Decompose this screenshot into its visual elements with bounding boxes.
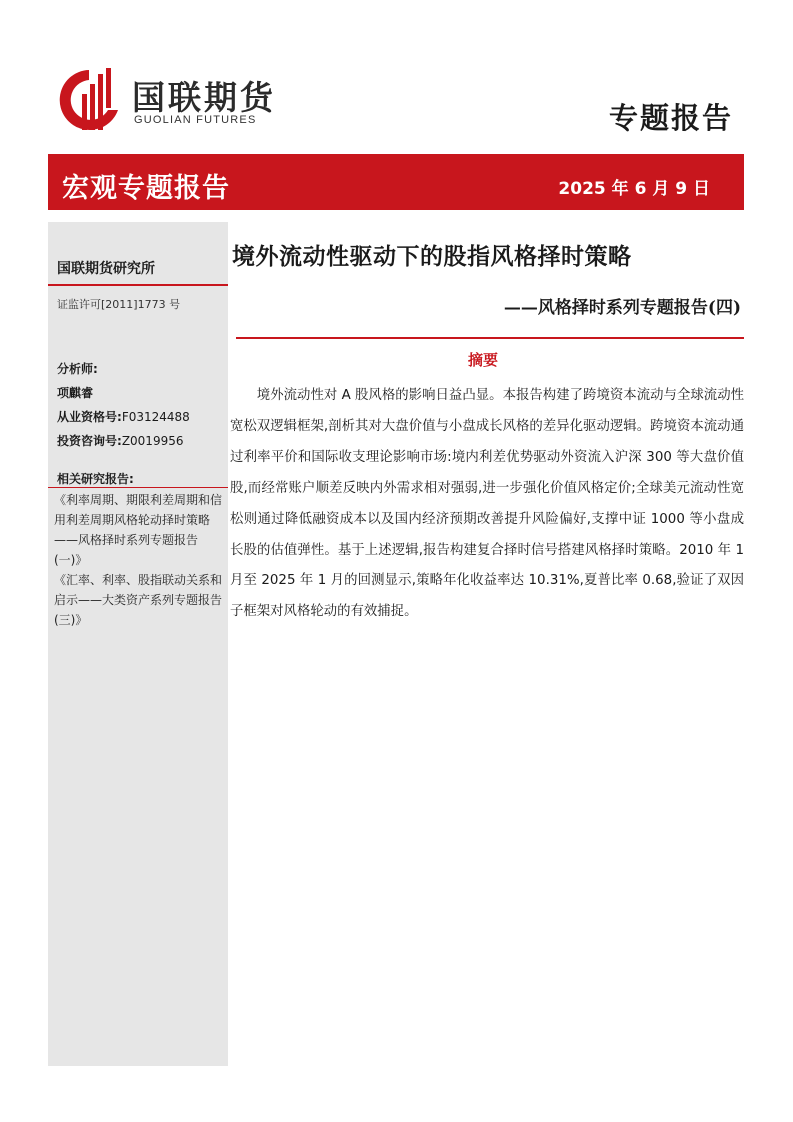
sidebar-divider [48, 284, 228, 286]
category-banner [48, 154, 744, 210]
invest-label: 投资咨询号: [57, 434, 122, 448]
related-report-item[interactable]: 《利率周期、期限利差周期和信用利差周期风格轮动择时策略——风格择时系列专题报告(一)》 [54, 493, 223, 567]
abstract-text: 境外流动性对 A 股风格的影响日益凸显。本报告构建了跨境资本流动与全球流动性宽松双逻辑框架,剖析其对大盘价值与小盘成长风格的差异化驱动逻辑。跨境资本流动通过利率平价和国际收支理论影响市场:境内利差优势驱动外资流入沪深 300 等大盘价值股,而经常账户顺差反映内外需求相对强弱,进一步强化价值风格定价;全球美元流动性宽松则通过降低融资成本以及国内经济预期改善提升风险偏好,支撑中证 1000 等小盘成长股的估值弹性。基于上述逻辑,报告构建复合择时信号搭建风格择时策略。2010 年 1 月至 2025 年 1 月的回测显示,策略年化收益率达 10.31%,夏普比率 0.68,验证了双因子框架对风格轮动的有效捕捉。 [230, 388, 744, 620]
abstract-heading: 摘要 [468, 351, 499, 369]
report-subtitle: ——风格择时系列专题报告(四) [503, 298, 741, 318]
sidebar [48, 222, 228, 1066]
title-divider [236, 337, 744, 339]
institute-name: 国联期货研究所 [57, 261, 155, 277]
related-reports-heading: 相关研究报告: [57, 472, 134, 486]
cert-value: F03124488 [121, 410, 190, 424]
category-title: 宏观专题报告 [62, 173, 230, 204]
company-logo [58, 68, 308, 134]
report-title: 境外流动性驱动下的股指风格择时策略 [232, 243, 632, 270]
license-number: 证监许可[2011]1773 号 [57, 298, 181, 311]
cert-label: 从业资格号: [57, 410, 122, 424]
document-type: 专题报告 [608, 101, 733, 135]
related-reports-list [54, 490, 222, 630]
related-divider [48, 487, 228, 488]
analyst-name: 项麒睿 [57, 386, 94, 400]
analyst-heading: 分析师: [57, 362, 98, 376]
report-date: 2025 年 6 月 9 日 [558, 179, 710, 199]
related-report-item[interactable]: 《汇率、利率、股指联动关系和启示——大类资产系列专题报告(三)》 [54, 573, 223, 627]
logo-english-name: GUOLIAN FUTURES [134, 114, 257, 126]
logo-chinese-name: 国联期货 [132, 78, 276, 117]
cert-number [57, 408, 190, 425]
invest-number [57, 432, 183, 449]
invest-value: Z0019956 [121, 434, 184, 448]
guolian-logo-icon [58, 68, 124, 134]
